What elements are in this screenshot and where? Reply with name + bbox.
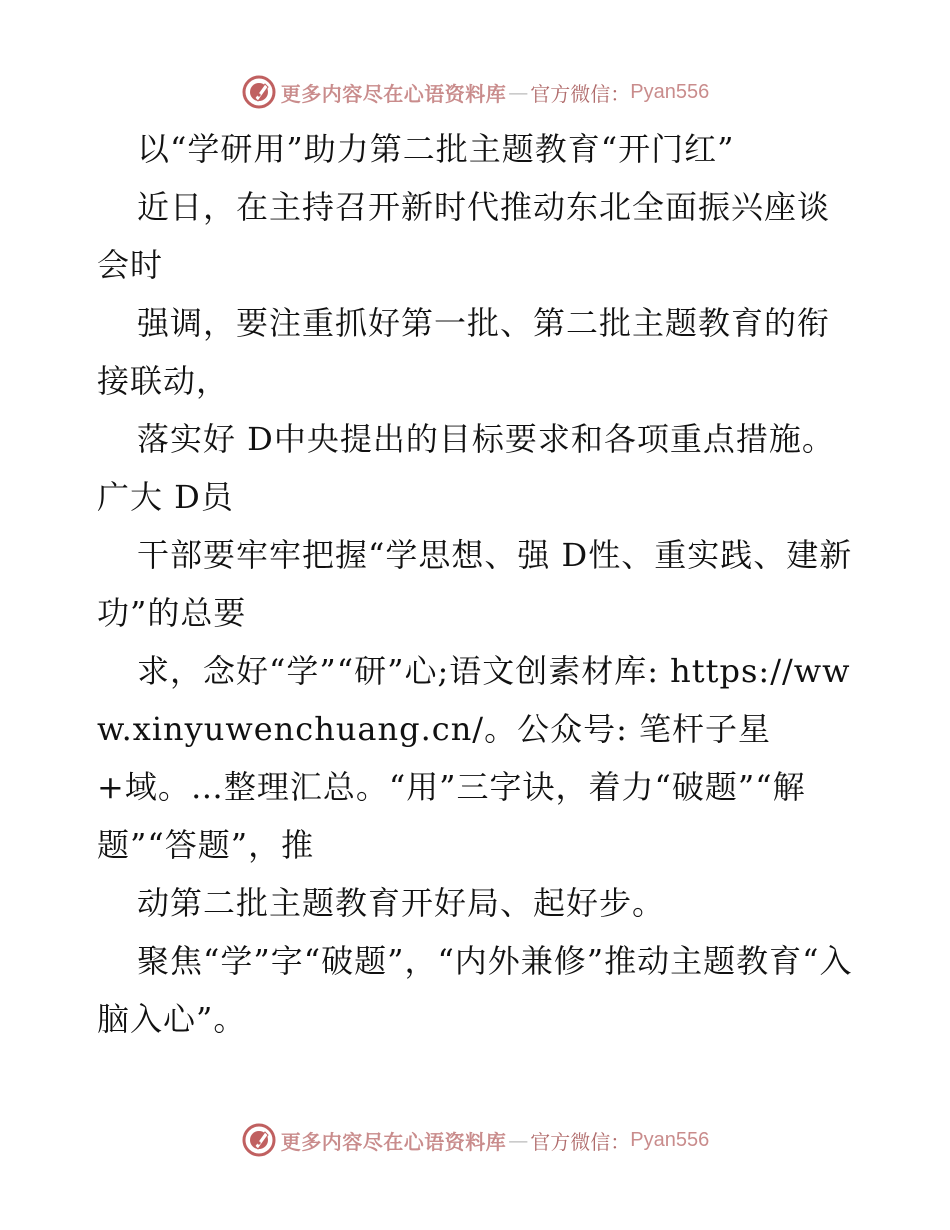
document-body xyxy=(97,120,857,1048)
banner-wechat-handle: Pyan556 xyxy=(630,80,710,103)
doc-paragraph: 落实好 D中央提出的目标要求和各项重点措施。广大 D员 xyxy=(97,420,835,516)
doc-paragraph: 强调，要注重抓好第一批、第二批主题教育的衔接联动， xyxy=(97,304,831,400)
banner-title: 更多内容尽在心语资料库 xyxy=(280,81,507,106)
header-banner xyxy=(0,72,950,112)
footer-banner xyxy=(0,1120,950,1160)
banner-title: 更多内容尽在心语资料库 xyxy=(280,1129,507,1154)
banner-wechat-label: 官方微信： xyxy=(530,81,631,106)
doc-paragraph: 干部要牢牢把握“学思想、强 D性、重实践、建新功”的总要 xyxy=(97,536,853,632)
banner-wechat-handle: Pyan556 xyxy=(630,1128,710,1151)
doc-paragraph: 求，念好“学”“研”心;语文创素材库: https://www.xinyuwenchuang.cn/。公众号: 笔杆子星+域。…整理汇总。“用”三字诀，着力“破题”“解题”“答题”，推 xyxy=(97,652,851,864)
doc-paragraph: 近日，在主持召开新时代推动东北全面振兴座谈会时 xyxy=(97,188,831,284)
pen-nib-logo-icon xyxy=(241,1122,277,1158)
banner-separator: — xyxy=(508,80,529,104)
banner-wechat-label: 官方微信： xyxy=(530,1129,631,1154)
doc-paragraph: 动第二批主题教育开好局、起好步。 xyxy=(137,884,666,922)
doc-paragraph-title: 以“学研用”助力第二批主题教育“开门红” xyxy=(137,130,735,168)
banner-separator: — xyxy=(508,1128,529,1152)
pen-nib-logo-icon xyxy=(241,74,277,110)
doc-paragraph: 聚焦“学”字“破题”，“内外兼修”推动主题教育“入脑入心”。 xyxy=(97,942,853,1038)
